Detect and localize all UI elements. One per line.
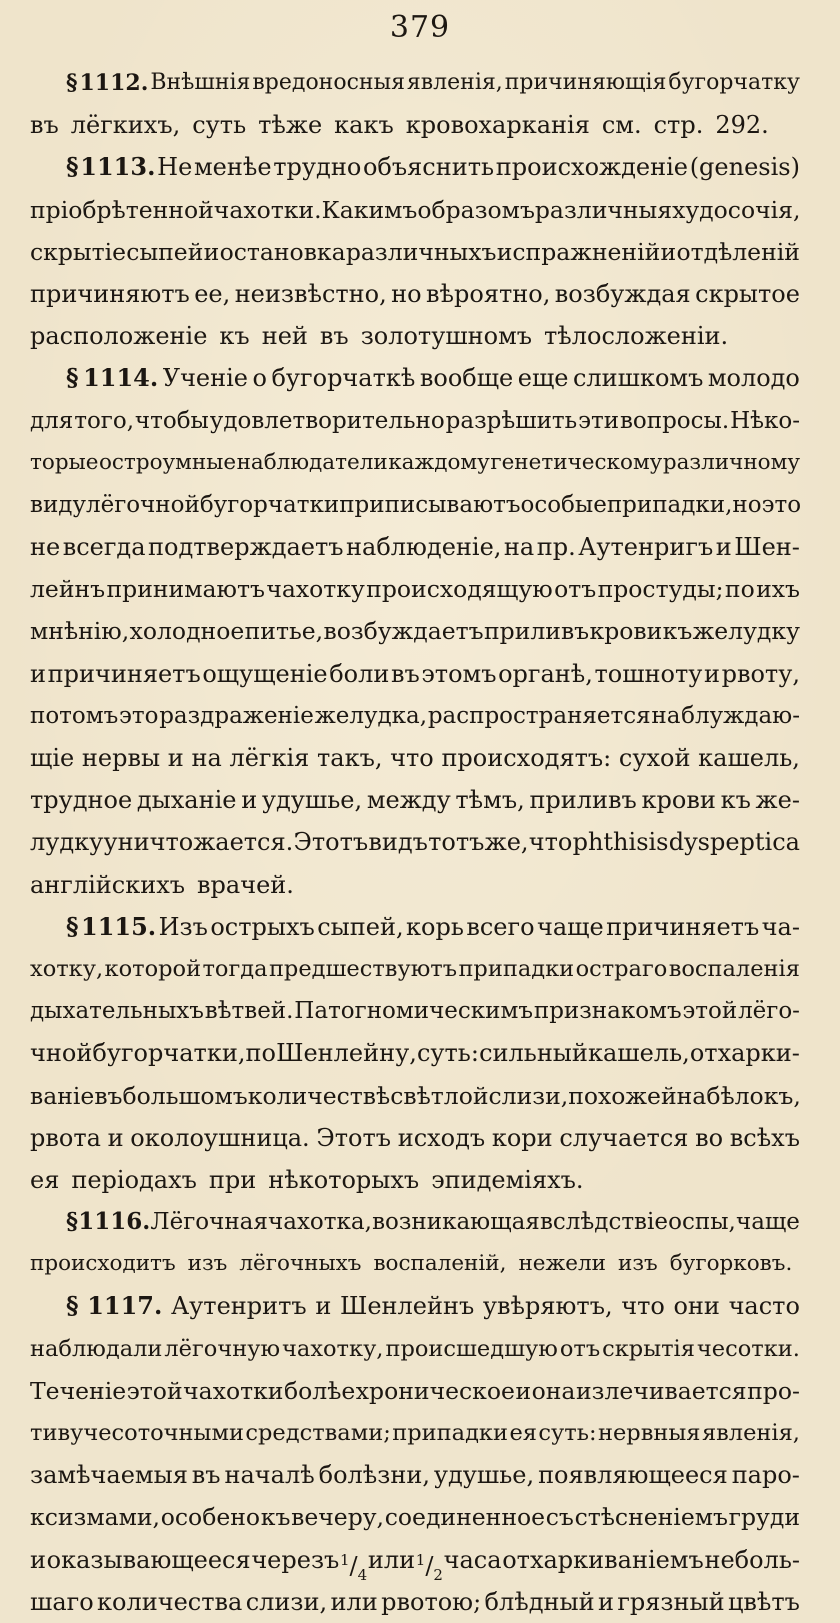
text-line: мнѣнію, холодное питье, возбуждаетъ приливъ крови къ желудку	[30, 617, 800, 646]
text-line: и оказывающееся черезъ $^1/_4$ или $^1/_2$ часа отхаркиваніемъ неболь-	[30, 1545, 800, 1584]
text-line: торые остроумные наблюдатели каждому генетическому различному	[30, 449, 800, 475]
text-line: § 1114. Ученіе о бугорчаткѣ вообще еще слишкомъ молодо	[66, 363, 800, 393]
text-line: потомъ это раздраженіе желудка, распространяется на блуждаю-	[30, 702, 800, 729]
text-line: ваніе въ большомъ количествѣ свѣтлой слизи, похожей на бѣлокъ,	[30, 1081, 801, 1110]
text-line: для того, чтобы удовлетворительно разрѣшить эти вопросы. Нѣко-	[30, 407, 800, 434]
text-line: § 1117. Аутенритъ и Шенлейнъ увѣряютъ, что они часто	[66, 1291, 800, 1321]
text-line: § 1116. Лёгочная чахотка, возникающая вслѣдствіе оспы, чаще	[66, 1208, 800, 1236]
text-line: не всегда подтверждаетъ наблюденіе, на пр. Аутенригъ и Шен-	[30, 533, 800, 562]
text-line: и причиняетъ ощущеніе боли въ этомъ органѣ, тошноту и рвоту,	[30, 659, 800, 688]
text-line: дыхательныхъ вѣтвей. Патогномическимъ признакомъ этой лёго-	[30, 998, 800, 1025]
text-line: происходитъ изъ лёгочныхъ воспаленій, нежели изъ бугорковъ.	[30, 1251, 793, 1277]
text-line: наблюдали лёгочную чахотку, происшедшую отъ скрытія чесотки.	[30, 1335, 800, 1362]
text-line: щіе нервы и на лёгкія такъ, что происходятъ: сухой кашель,	[30, 744, 800, 772]
text-line: въ лёгкихъ, суть тѣже какъ кровохарканія см. стр. 292.	[30, 111, 769, 140]
text-line: ксизмами, особено къ вечеру, соединенное съ стѣсненіемъ груди	[30, 1503, 800, 1532]
text-line: рвота и околоушница. Этотъ исходъ кори случается во всѣхъ	[30, 1123, 800, 1152]
text-line: шаго количества слизи, или рвотою; блѣдный и грязный цвѣтъ	[30, 1587, 800, 1616]
text-line: причиняютъ ее, неизвѣстно, но вѣроятно, возбуждая скрытое	[30, 279, 800, 308]
text-line: пріобрѣтенной чахотки. Какимъ образомъ различныя худосочія,	[30, 195, 801, 224]
text-line: лейнъ принимаютъ чахотку происходящую отъ простуды; по ихъ	[30, 575, 800, 604]
text-line: § 1113. Не менѣе трудно объяснить происхожденіе (genesis)	[66, 152, 800, 182]
text-line: трудное дыханіе и удушье, между тѣмъ, приливъ крови къ же-	[30, 786, 800, 815]
text-line: § 1112. Внѣшнія вредоносныя явленія, причиняющія бугорчатку	[66, 70, 800, 96]
text-line: хотку, которой тогда предшествуютъ припадки остраго воспаленія	[30, 955, 800, 982]
text-line: скрытіе сыпей и остановка различныхъ испражненій и отдѣленій	[30, 237, 800, 266]
text-line: расположеніе къ ней въ золотушномъ тѣлосложеніи.	[30, 322, 729, 351]
text-line: § 1115. Изъ острыхъ сыпей, корь всего чаще причиняетъ ча-	[66, 911, 800, 941]
text-line: тивучесоточными средствами; припадки ея суть: нервныя явленія,	[30, 1420, 800, 1446]
text-line: англійскихъ врачей.	[30, 870, 294, 899]
text-line: ея періодахъ при нѣкоторыхъ эпидеміяхъ.	[30, 1165, 584, 1194]
text-line: виду лёгочной бугорчатки приписываютъ особые припадки, но это	[30, 491, 802, 518]
text-line: чной бугорчатки, по Шенлейну, суть: сильный кашель, отхарки-	[30, 1039, 800, 1068]
body-text	[30, 62, 800, 1623]
page-number: 379	[389, 10, 451, 45]
text-line: лудку уничтожается. Этотъ видъ тотъ же, что phthisis dyspeptica	[30, 828, 800, 857]
text-line: Теченіе этой чахотки болѣе хроническое и она излечивается про-	[30, 1376, 800, 1405]
text-line: замѣчаемыя въ началѣ болѣзни, удушье, появляющееся паро-	[30, 1461, 800, 1490]
